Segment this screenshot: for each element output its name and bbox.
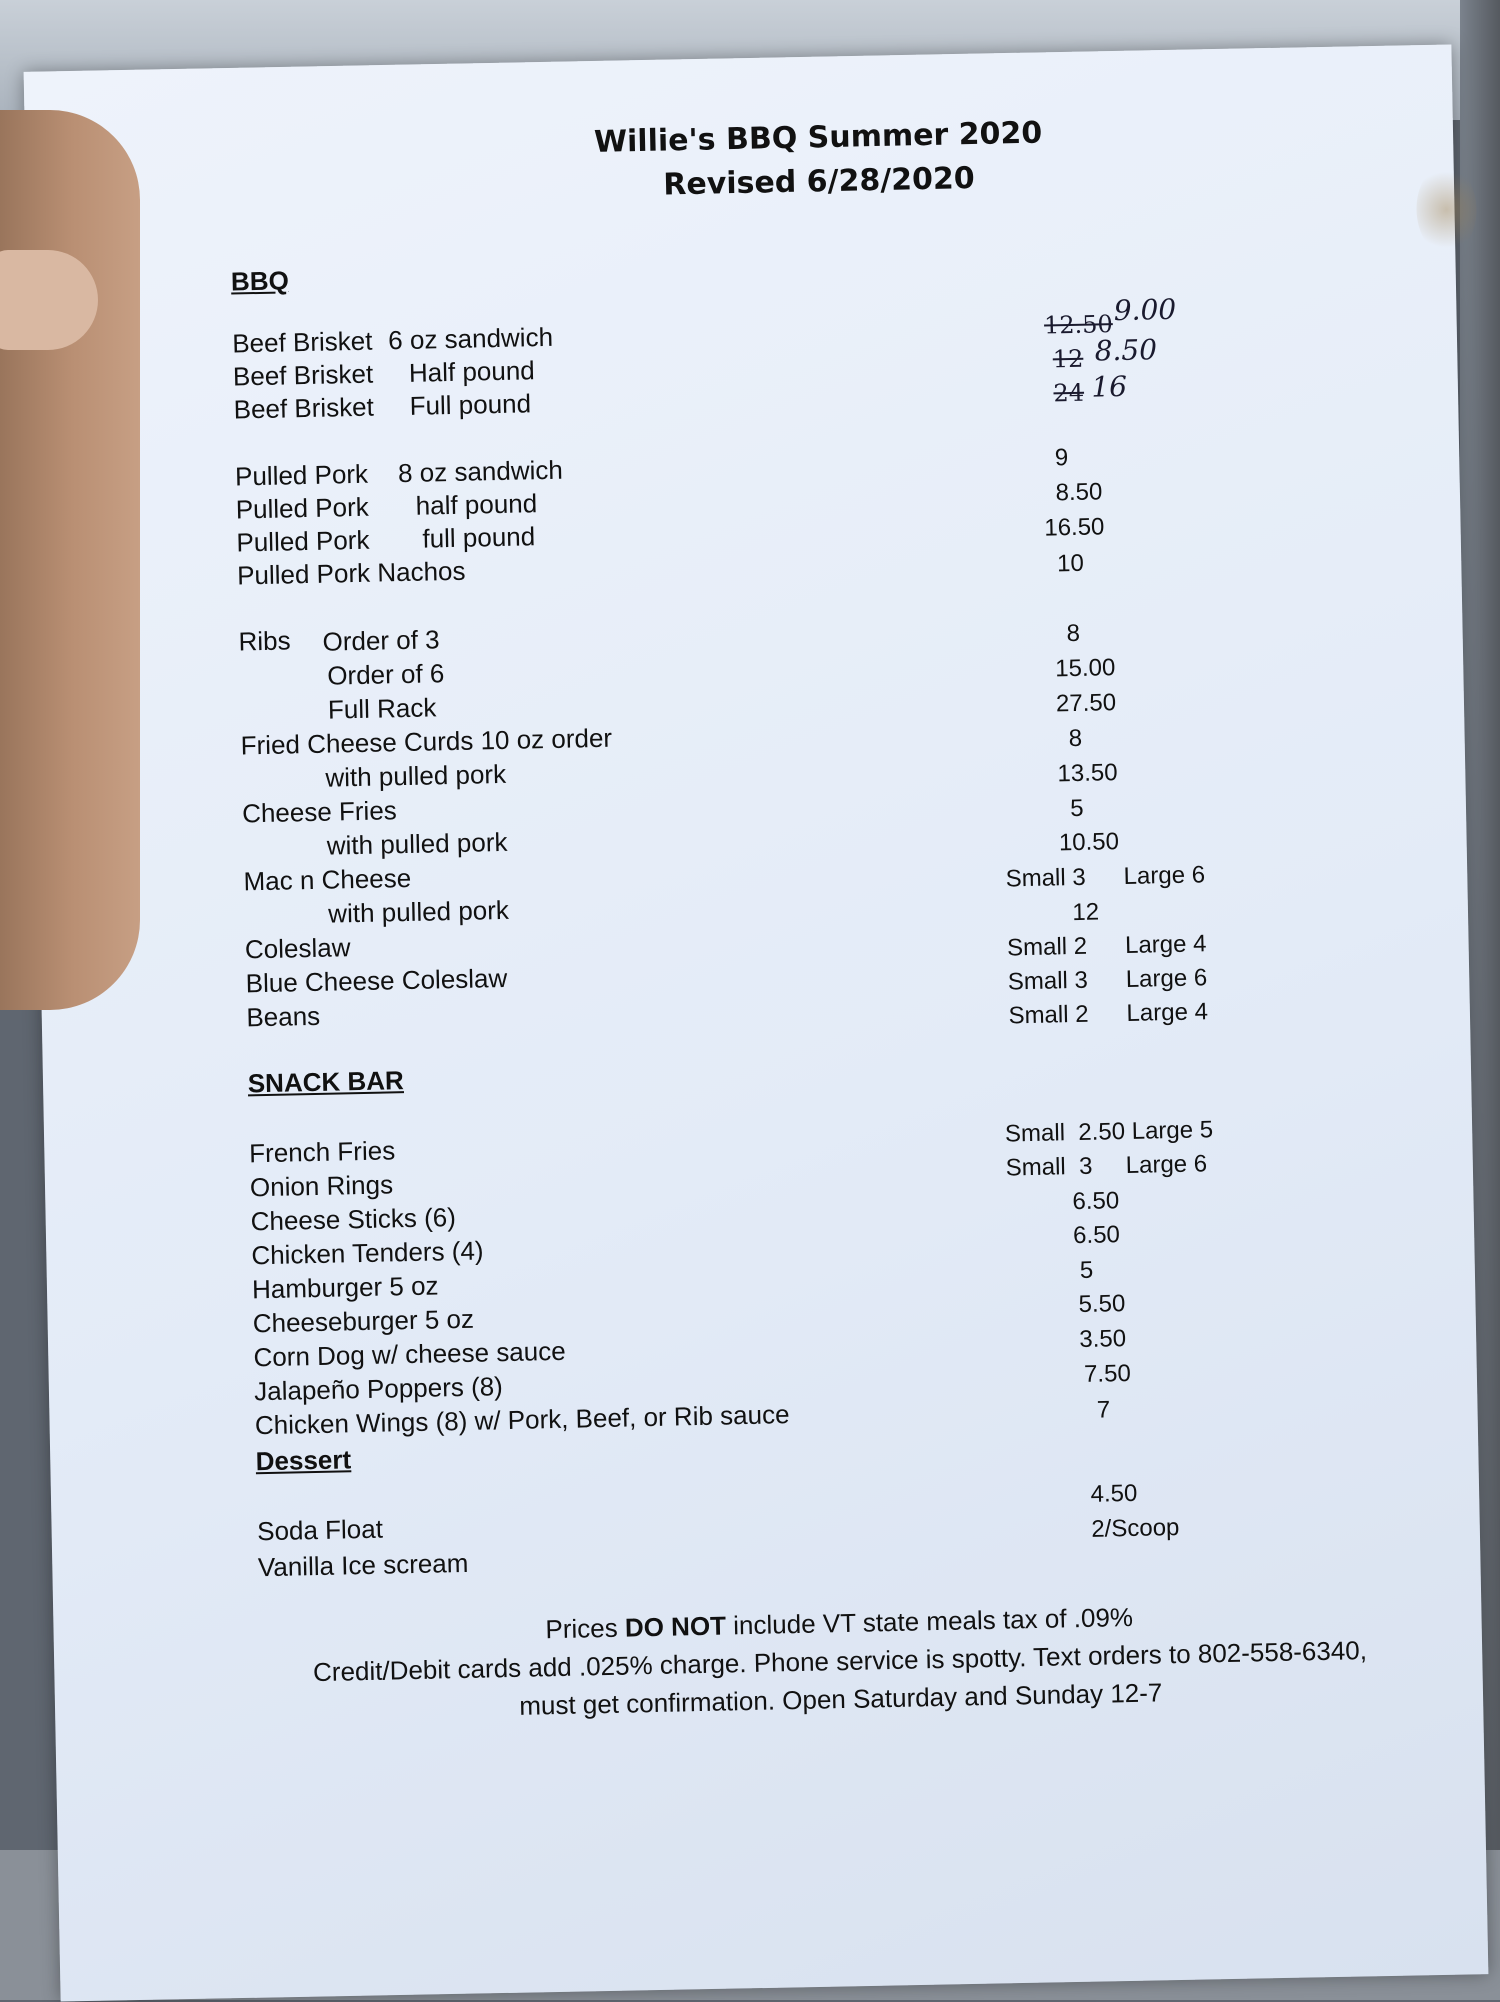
- pork-desc-2: half pound: [415, 488, 538, 521]
- thumb-nail: [0, 250, 98, 350]
- pork-name-1: Pulled Pork: [234, 458, 369, 492]
- snack-price-2: Small 3 Large 6: [1005, 1150, 1208, 1182]
- ribs-desc-2: Order of 6: [326, 658, 445, 691]
- side-small-8: Small 3: [1007, 966, 1089, 996]
- side-price-6: 12: [1072, 898, 1100, 927]
- side-large-9: Large 4: [1126, 998, 1209, 1027]
- ribs-price-2: 15.00: [1054, 654, 1116, 683]
- footer-line-1-post: include VT state meals tax of .09%: [725, 1601, 1134, 1641]
- snack-price-4: 6.50: [1072, 1221, 1121, 1250]
- snack-item-9: Chicken Wings (8) w/ Pork, Beef, or Rib sauce: [254, 1399, 790, 1441]
- snack-price-6: 5.50: [1078, 1290, 1126, 1319]
- handwritten-old-price-3: 24: [1053, 378, 1085, 408]
- ribs-desc-1: Order of 3: [322, 624, 440, 657]
- pork-desc-1: 8 oz sandwich: [397, 454, 564, 489]
- title-line-2: Revised 6/28/2020: [662, 160, 976, 203]
- snack-bar-heading: SNACK BAR: [247, 1065, 405, 1099]
- dessert-price-1: 4.50: [1090, 1479, 1138, 1508]
- handwritten-price-3: 16: [1091, 369, 1128, 404]
- pork-desc-3: full pound: [422, 521, 536, 554]
- side-name-5: Mac n Cheese: [243, 862, 412, 897]
- side-name-8: Blue Cheese Coleslaw: [245, 962, 508, 999]
- snack-item-4: Chicken Tenders (4): [251, 1235, 484, 1271]
- side-name-4: with pulled pork: [326, 826, 508, 861]
- pork-price-2: 8.50: [1055, 478, 1103, 507]
- dessert-price-2: 2/Scoop: [1091, 1513, 1180, 1543]
- side-small-9: Small 2: [1008, 1000, 1089, 1030]
- brisket-name-3: Beef Brisket: [233, 391, 375, 425]
- side-name-7: Coleslaw: [244, 932, 351, 965]
- menu-footer: [289, 1593, 1391, 1730]
- menu-title: [558, 111, 1080, 210]
- snack-item-8: Jalapeño Poppers (8): [253, 1371, 504, 1407]
- snack-price-1: Small 2.50 Large 5: [1004, 1116, 1214, 1148]
- brisket-desc-2: Half pound: [408, 355, 535, 388]
- side-name-1: Fried Cheese Curds 10 oz order: [240, 722, 613, 761]
- handwritten-price-1: 9.00: [1113, 292, 1177, 328]
- brisket-desc-3: Full pound: [409, 388, 532, 421]
- snack-item-1: French Fries: [248, 1135, 396, 1169]
- side-price-4: 10.50: [1058, 828, 1120, 857]
- side-price-3: 5: [1069, 794, 1084, 823]
- side-name-2: with pulled pork: [325, 758, 507, 793]
- pork-name-4: Pulled Pork Nachos: [236, 555, 466, 591]
- handwritten-old-price-1: 12.50: [1043, 310, 1114, 340]
- snack-item-3: Cheese Sticks (6): [250, 1202, 457, 1237]
- handwritten-price-2: 8.50: [1094, 333, 1158, 368]
- side-small-7: Small 2: [1006, 932, 1088, 962]
- snack-item-7: Corn Dog w/ cheese sauce: [253, 1335, 566, 1373]
- ribs-desc-3: Full Rack: [327, 692, 437, 725]
- side-name-3: Cheese Fries: [241, 795, 398, 829]
- snack-item-2: Onion Rings: [249, 1169, 394, 1203]
- snack-price-7: 3.50: [1079, 1325, 1127, 1354]
- ribs-price-1: 8: [1066, 619, 1081, 648]
- footer-line-1-pre: Prices: [545, 1612, 626, 1645]
- snack-price-5: 5: [1079, 1256, 1094, 1284]
- dessert-heading: Dessert: [255, 1444, 352, 1477]
- snack-item-6: Cheeseburger 5 oz: [252, 1303, 475, 1339]
- footer-line-3: must get confirmation. Open Saturday and Sunday 12-7: [518, 1677, 1163, 1721]
- side-large-5: Large 6: [1123, 861, 1206, 890]
- dessert-item-2: Vanilla Ice scream: [257, 1547, 469, 1583]
- pork-price-4: 10: [1056, 549, 1085, 578]
- snack-price-3: 6.50: [1072, 1187, 1120, 1216]
- side-small-5: Small 3: [1005, 863, 1086, 893]
- pork-name-2: Pulled Pork: [235, 491, 370, 525]
- brisket-name-2: Beef Brisket: [232, 358, 374, 392]
- pork-name-3: Pulled Pork: [236, 524, 370, 558]
- title-line-1: Willie's BBQ Summer 2020: [593, 115, 1043, 160]
- holding-thumb: [0, 110, 140, 1010]
- brisket-name-1: Beef Brisket: [231, 325, 373, 359]
- snack-item-5: Hamburger 5 oz: [251, 1270, 439, 1305]
- pork-price-1: 9: [1054, 444, 1069, 472]
- footer-line-2: Credit/Debit cards add .025% charge. Phone service is spotty. Text orders to 802-558-6340,: [312, 1635, 1368, 1688]
- ribs-price-3: 27.50: [1055, 689, 1117, 718]
- dessert-item-1: Soda Float: [256, 1513, 384, 1547]
- side-name-6: with pulled pork: [327, 894, 510, 929]
- brisket-desc-1: 6 oz sandwich: [387, 321, 554, 356]
- footer-line-1-bold: DO NOT: [624, 1610, 727, 1643]
- ribs-label: Ribs: [238, 625, 291, 657]
- bbq-heading: BBQ: [230, 265, 290, 297]
- snack-price-9: 7: [1096, 1396, 1111, 1424]
- side-name-9: Beans: [246, 1000, 321, 1033]
- pork-price-3: 16.50: [1044, 513, 1105, 542]
- side-price-1: 8: [1068, 724, 1083, 753]
- side-large-7: Large 4: [1124, 930, 1207, 959]
- side-price-2: 13.50: [1057, 759, 1118, 788]
- side-large-8: Large 6: [1125, 964, 1208, 993]
- menu-content: [197, 83, 1382, 1807]
- snack-price-8: 7.50: [1083, 1359, 1132, 1388]
- handwritten-old-price-2: 12: [1052, 344, 1084, 374]
